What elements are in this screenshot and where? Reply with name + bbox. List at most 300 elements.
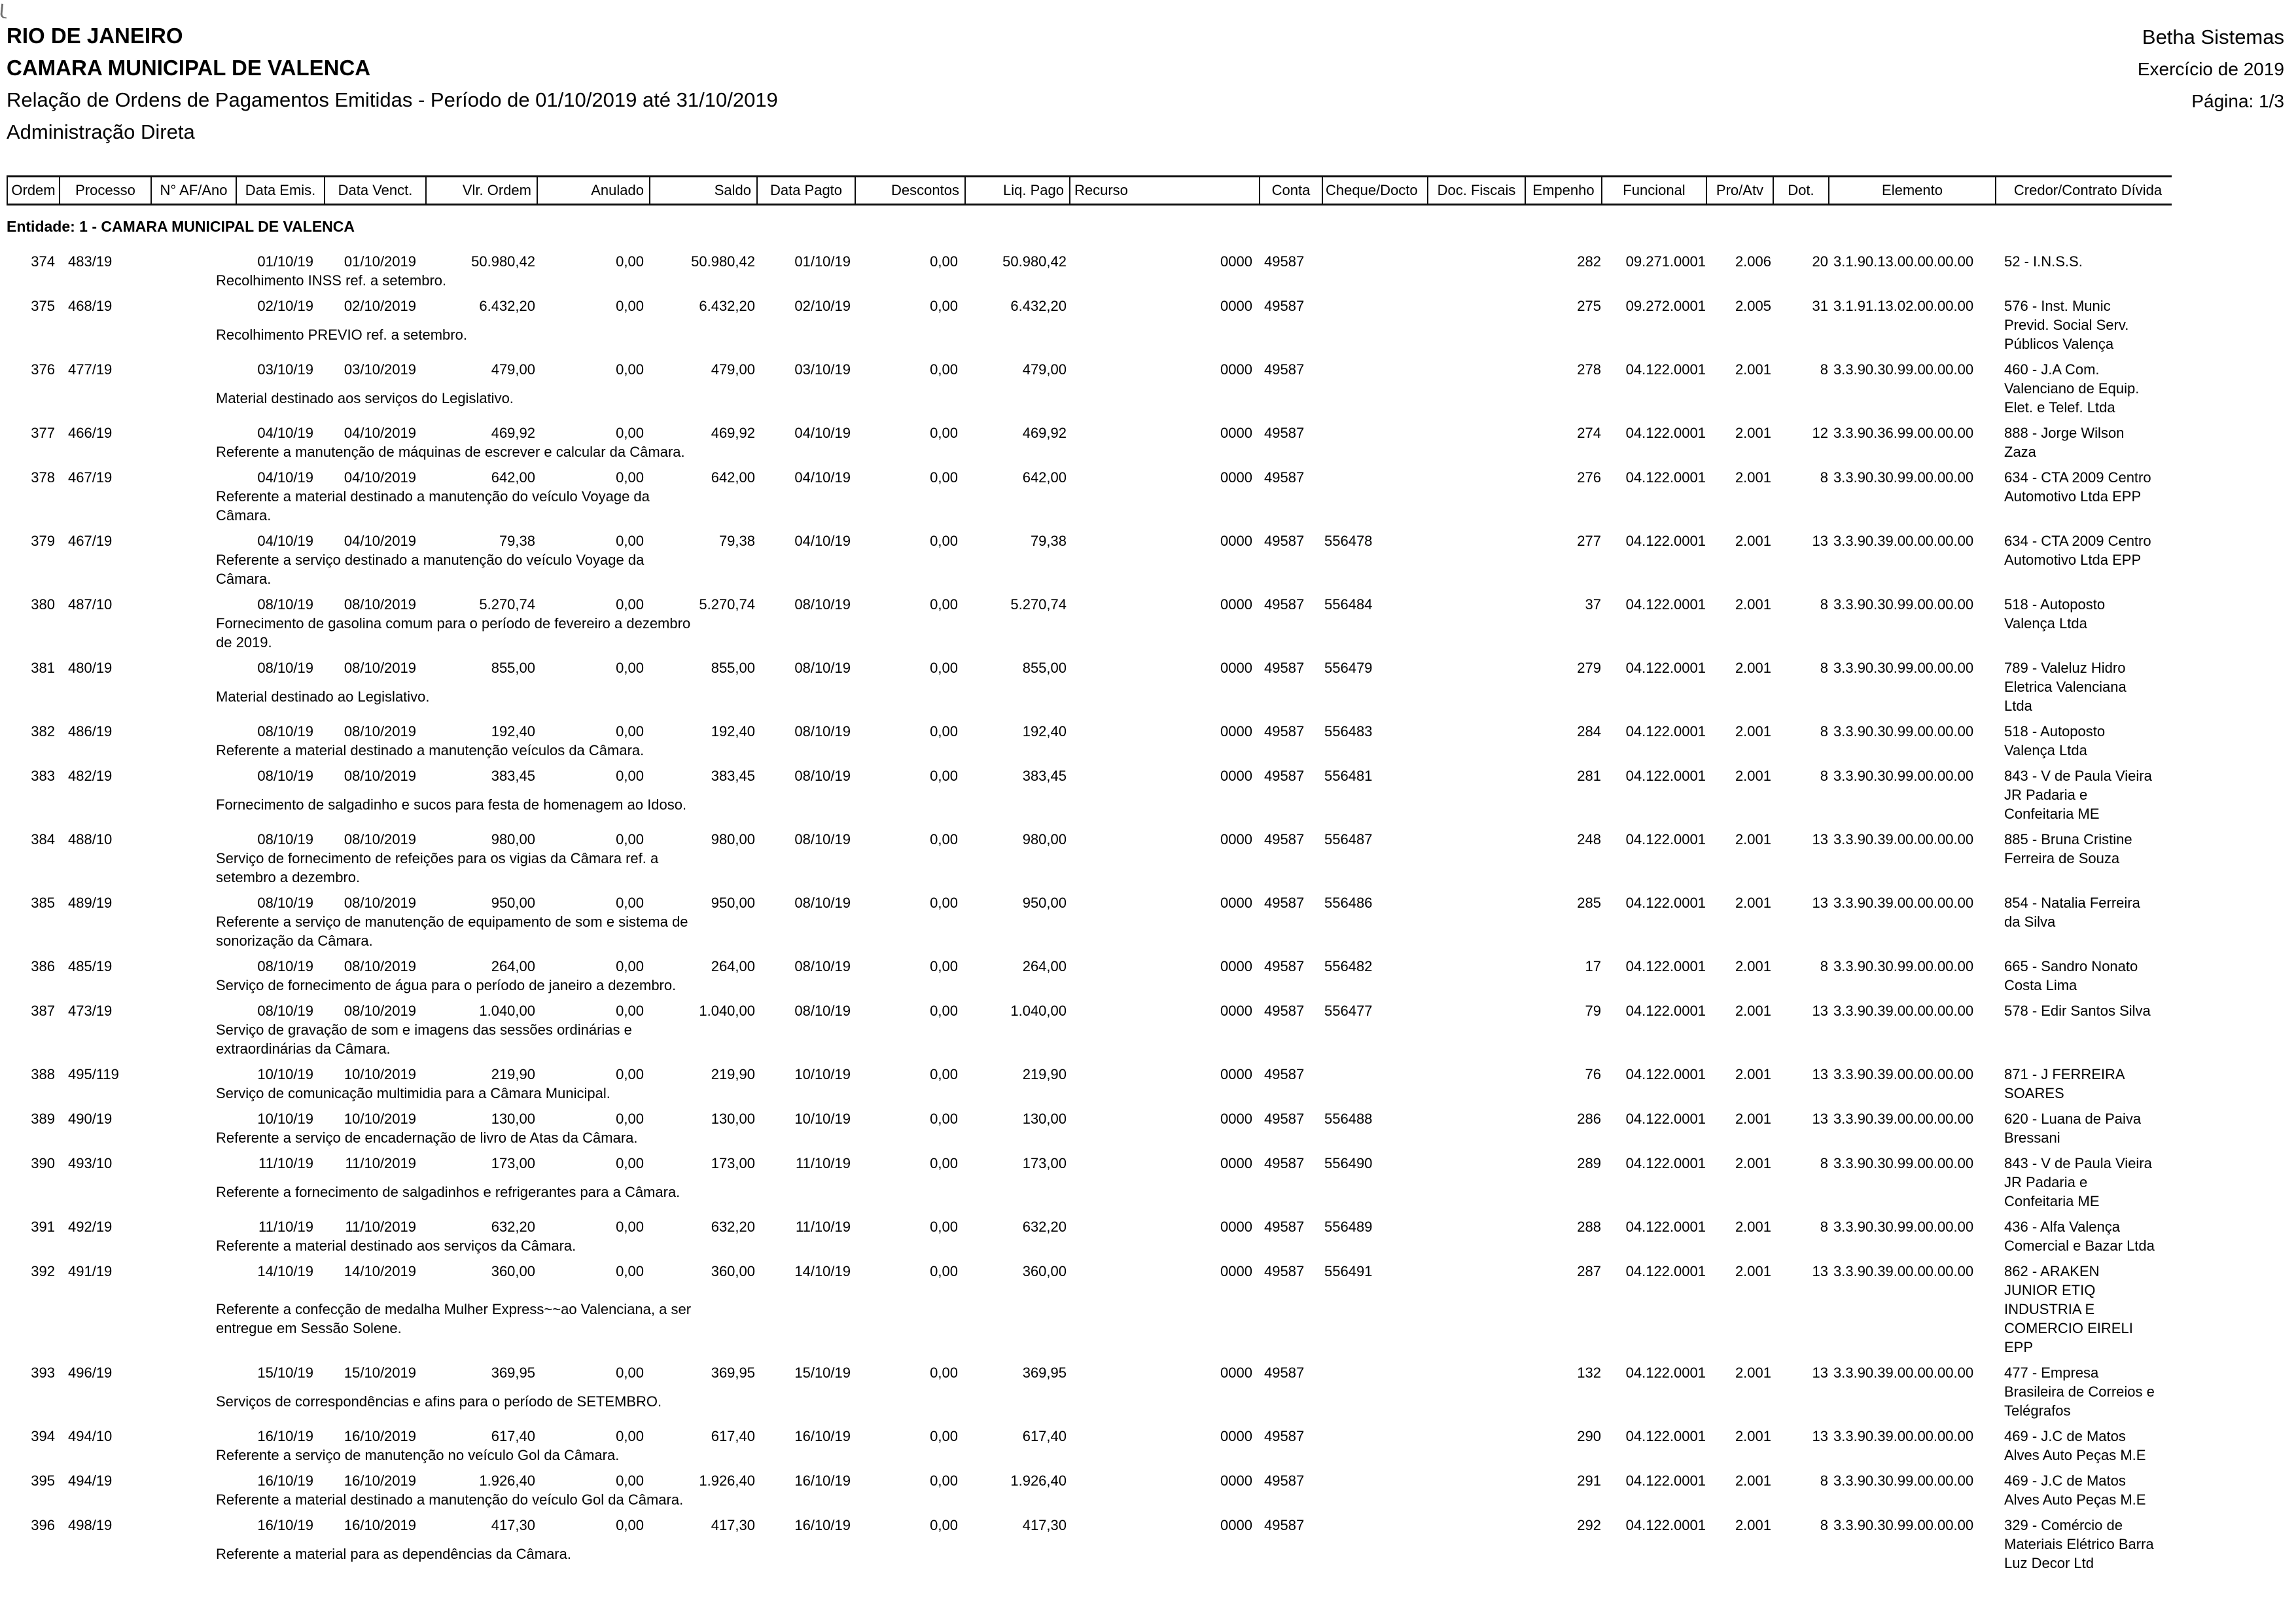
cell-recurso: 0000 — [1220, 1364, 1252, 1381]
cell-descontos: 0,00 — [930, 723, 958, 740]
cell-anulado: 0,00 — [616, 1472, 644, 1489]
cell-elemento: 3.3.90.30.99.00.00.00 — [1833, 1155, 1974, 1171]
cell-vlr_ordem: 383,45 — [491, 768, 535, 784]
cell-empenho: 248 — [1577, 831, 1601, 847]
cell-anulado: 0,00 — [616, 768, 644, 784]
cell-cheque: 556483 — [1324, 723, 1373, 740]
row-description: Serviço de fornecimento de água para o período de janeiro a dezembro. — [216, 977, 677, 993]
cell-data_emis: 08/10/19 — [257, 1003, 313, 1019]
cell-af_ano — [150, 531, 236, 550]
cell-data_venct: 04/10/2019 — [344, 425, 416, 441]
cell-anulado: 0,00 — [616, 596, 644, 613]
cell-elemento: 3.3.90.39.00.00.00.00 — [1833, 533, 1974, 549]
cell-anulado: 0,00 — [616, 469, 644, 486]
cell-credor: 854 - Natalia Ferreira da Silva — [2004, 895, 2140, 930]
cell-data_emis: 08/10/19 — [257, 831, 313, 847]
cell-pro_atv: 2.001 — [1735, 1219, 1771, 1235]
cell-vlr_ordem: 192,40 — [491, 723, 535, 740]
report-header-right — [2138, 21, 2284, 117]
cell-funcional: 04.122.0001 — [1625, 831, 1706, 847]
cell-af_ano — [150, 1262, 236, 1300]
table-body — [7, 252, 2284, 1573]
cell-descontos: 0,00 — [930, 1428, 958, 1444]
cell-vlr_ordem: 369,95 — [491, 1364, 535, 1381]
cell-vlr_ordem: 79,38 — [499, 533, 535, 549]
cell-empenho: 274 — [1577, 425, 1601, 441]
cell-data_pagto: 08/10/19 — [794, 831, 851, 847]
cell-processo: 488/10 — [68, 831, 113, 847]
cell-recurso: 0000 — [1220, 831, 1252, 847]
cell-empenho: 281 — [1577, 768, 1601, 784]
cell-recurso: 0000 — [1220, 1428, 1252, 1444]
cell-funcional: 09.271.0001 — [1625, 253, 1706, 270]
cell-data_emis: 03/10/19 — [257, 361, 313, 378]
cell-elemento: 3.3.90.39.00.00.00.00 — [1833, 1263, 1974, 1279]
cell-data_venct: 08/10/2019 — [344, 831, 416, 847]
cell-descontos: 0,00 — [930, 533, 958, 549]
cell-pro_atv: 2.005 — [1735, 298, 1771, 314]
cell-empenho: 277 — [1577, 533, 1601, 549]
cell-recurso: 0000 — [1220, 1472, 1252, 1489]
cell-vlr_ordem: 50.980,42 — [471, 253, 535, 270]
cell-doc_fiscais — [1427, 722, 1525, 741]
cell-funcional: 04.122.0001 — [1625, 1155, 1706, 1171]
cell-conta: 49587 — [1264, 469, 1305, 486]
cell-recurso: 0000 — [1220, 958, 1252, 974]
table-row — [7, 595, 2284, 652]
cell-conta: 49587 — [1264, 1472, 1305, 1489]
cell-data_emis: 14/10/19 — [257, 1263, 313, 1279]
cell-empenho: 286 — [1577, 1111, 1601, 1127]
table-row — [7, 830, 2284, 887]
cell-pro_atv: 2.001 — [1735, 660, 1771, 676]
exercise-label: Exercício de 2019 — [2137, 59, 2284, 79]
cell-anulado: 0,00 — [616, 1263, 644, 1279]
cell-descontos: 0,00 — [930, 1517, 958, 1533]
cell-funcional: 09.272.0001 — [1625, 298, 1706, 314]
cell-conta: 49587 — [1264, 895, 1305, 911]
cell-vlr_ordem: 5.270,74 — [479, 596, 535, 613]
column-header-funcional: Funcional — [1602, 177, 1707, 204]
cell-pro_atv: 2.001 — [1735, 1517, 1771, 1533]
cell-funcional: 04.122.0001 — [1625, 596, 1706, 613]
cell-liq_pago: 219,90 — [1022, 1066, 1067, 1082]
column-header-anulado: Anulado — [538, 177, 650, 204]
cell-ordem: 379 — [31, 533, 55, 549]
cell-processo: 468/19 — [68, 298, 113, 314]
cell-data_pagto: 03/10/19 — [794, 361, 851, 378]
cell-ordem: 385 — [31, 895, 55, 911]
cell-saldo: 642,00 — [711, 469, 755, 486]
cell-data_emis: 02/10/19 — [257, 298, 313, 314]
cell-liq_pago: 479,00 — [1022, 361, 1067, 378]
column-header-af_ano: N° AF/Ano — [152, 177, 237, 204]
cell-credor: 518 - Autoposto Valença Ltda — [2004, 596, 2106, 632]
cell-af_ano — [150, 1109, 236, 1128]
cell-liq_pago: 855,00 — [1022, 660, 1067, 676]
administration-type: Administração Direta — [7, 120, 195, 143]
cell-af_ano — [150, 296, 236, 325]
cell-saldo: 417,30 — [711, 1517, 755, 1533]
cell-ordem: 395 — [31, 1472, 55, 1489]
cell-pro_atv: 2.001 — [1735, 1003, 1771, 1019]
cell-data_venct: 04/10/2019 — [344, 533, 416, 549]
cell-conta: 49587 — [1264, 1517, 1305, 1533]
cell-saldo: 369,95 — [711, 1364, 755, 1381]
cell-data_venct: 11/10/2019 — [345, 1219, 416, 1235]
cell-ordem: 384 — [31, 831, 55, 847]
cell-liq_pago: 1.926,40 — [1010, 1472, 1067, 1489]
cell-doc_fiscais — [1427, 1065, 1525, 1084]
cell-recurso: 0000 — [1220, 298, 1252, 314]
cell-data_venct: 01/10/2019 — [344, 253, 416, 270]
cell-conta: 49587 — [1264, 1364, 1305, 1381]
cell-ordem: 391 — [31, 1219, 55, 1235]
cell-processo: 495/119 — [68, 1066, 119, 1082]
table-row — [7, 1262, 2284, 1357]
cell-funcional: 04.122.0001 — [1625, 660, 1706, 676]
cell-credor: 789 - Valeluz Hidro Eletrica Valenciana Ltda — [2004, 660, 2127, 714]
cell-cheque — [1322, 252, 1427, 271]
cell-saldo: 360,00 — [711, 1263, 755, 1279]
cell-credor: 634 - CTA 2009 Centro Automotivo Ltda EPP — [2004, 469, 2151, 505]
row-description: Fornecimento de gasolina comum para o período de fevereiro a dezembro de 2019. — [216, 615, 691, 651]
cell-doc_fiscais — [1427, 1109, 1525, 1128]
cell-saldo: 383,45 — [711, 768, 755, 784]
cell-empenho: 292 — [1577, 1517, 1601, 1533]
scan-artifact-mark — [0, 4, 8, 19]
cell-descontos: 0,00 — [930, 660, 958, 676]
cell-data_venct: 04/10/2019 — [344, 469, 416, 486]
cell-empenho: 276 — [1577, 469, 1601, 486]
cell-data_emis: 08/10/19 — [257, 660, 313, 676]
cell-processo: 486/19 — [68, 723, 113, 740]
cell-vlr_ordem: 1.926,40 — [479, 1472, 535, 1489]
cell-dot: 8 — [1820, 958, 1828, 974]
cell-cheque — [1322, 1427, 1427, 1446]
cell-af_ano — [150, 1427, 236, 1446]
cell-liq_pago: 264,00 — [1022, 958, 1067, 974]
cell-empenho: 287 — [1577, 1263, 1601, 1279]
cell-anulado: 0,00 — [616, 1111, 644, 1127]
cell-saldo: 5.270,74 — [699, 596, 755, 613]
cell-liq_pago: 360,00 — [1022, 1263, 1067, 1279]
cell-cheque — [1322, 1363, 1427, 1392]
cell-elemento: 3.3.90.30.99.00.00.00 — [1833, 469, 1974, 486]
cell-data_venct: 16/10/2019 — [344, 1428, 416, 1444]
cell-pro_atv: 2.001 — [1735, 895, 1771, 911]
table-row — [7, 658, 2284, 715]
cell-dot: 8 — [1820, 361, 1828, 378]
row-description: Serviço de comunicação multimidia para a Câmara Municipal. — [216, 1085, 610, 1101]
cell-cheque: 556479 — [1324, 660, 1373, 676]
cell-credor: 52 - I.N.S.S. — [2004, 253, 2083, 270]
cell-liq_pago: 417,30 — [1022, 1517, 1067, 1533]
cell-descontos: 0,00 — [930, 1111, 958, 1127]
cell-anulado: 0,00 — [616, 1155, 644, 1171]
row-description: Referente a material para as dependências da Câmara. — [216, 1545, 571, 1562]
cell-processo: 483/19 — [68, 253, 113, 270]
cell-anulado: 0,00 — [616, 425, 644, 441]
cell-vlr_ordem: 219,90 — [491, 1066, 535, 1082]
cell-af_ano — [150, 1154, 236, 1183]
cell-saldo: 219,90 — [711, 1066, 755, 1082]
cell-af_ano — [150, 957, 236, 976]
column-header-descontos: Descontos — [856, 177, 966, 204]
cell-dot: 13 — [1812, 1111, 1828, 1127]
cell-recurso: 0000 — [1220, 469, 1252, 486]
cell-conta: 49587 — [1264, 253, 1305, 270]
cell-data_venct: 10/10/2019 — [344, 1111, 416, 1127]
cell-af_ano — [150, 423, 236, 442]
page-number: Página: 1/3 — [2191, 91, 2284, 111]
table-row — [7, 1516, 2284, 1573]
cell-data_venct: 02/10/2019 — [344, 298, 416, 314]
cell-data_pagto: 04/10/19 — [794, 469, 851, 486]
cell-anulado: 0,00 — [616, 895, 644, 911]
row-description: Referente a material destinado a manutenção do veículo Gol da Câmara. — [216, 1491, 684, 1508]
cell-descontos: 0,00 — [930, 1155, 958, 1171]
cell-funcional: 04.122.0001 — [1625, 1066, 1706, 1082]
cell-pro_atv: 2.001 — [1735, 425, 1771, 441]
row-description: Recolhimento INSS ref. a setembro. — [216, 272, 447, 289]
row-description: Referente a material destinado aos serviços da Câmara. — [216, 1238, 576, 1254]
cell-empenho: 289 — [1577, 1155, 1601, 1171]
cell-liq_pago: 130,00 — [1022, 1111, 1067, 1127]
table-row — [7, 722, 2284, 760]
cell-processo: 473/19 — [68, 1003, 113, 1019]
cell-credor: 469 - J.C de Matos Alves Auto Peças M.E — [2004, 1428, 2146, 1463]
cell-data_pagto: 14/10/19 — [794, 1263, 851, 1279]
cell-dot: 13 — [1812, 1066, 1828, 1082]
cell-conta: 49587 — [1264, 425, 1305, 441]
cell-liq_pago: 1.040,00 — [1010, 1003, 1067, 1019]
cell-empenho: 37 — [1585, 596, 1601, 613]
cell-liq_pago: 173,00 — [1022, 1155, 1067, 1171]
cell-elemento: 3.3.90.39.00.00.00.00 — [1833, 831, 1974, 847]
cell-elemento: 3.3.90.30.99.00.00.00 — [1833, 1472, 1974, 1489]
cell-data_emis: 08/10/19 — [257, 596, 313, 613]
cell-anulado: 0,00 — [616, 298, 644, 314]
cell-data_venct: 16/10/2019 — [344, 1517, 416, 1533]
cell-funcional: 04.122.0001 — [1625, 361, 1706, 378]
cell-af_ano — [150, 1001, 236, 1020]
cell-liq_pago: 950,00 — [1022, 895, 1067, 911]
column-header-pro_atv: Pro/Atv — [1707, 177, 1774, 204]
cell-vlr_ordem: 173,00 — [491, 1155, 535, 1171]
cell-pro_atv: 2.001 — [1735, 1066, 1771, 1082]
cell-data_venct: 08/10/2019 — [344, 768, 416, 784]
cell-cheque — [1322, 468, 1427, 487]
cell-data_pagto: 08/10/19 — [794, 596, 851, 613]
cell-conta: 49587 — [1264, 298, 1305, 314]
cell-conta: 49587 — [1264, 1155, 1305, 1171]
table-row — [7, 531, 2284, 588]
cell-funcional: 04.122.0001 — [1625, 469, 1706, 486]
cell-funcional: 04.122.0001 — [1625, 895, 1706, 911]
cell-dot: 8 — [1820, 660, 1828, 676]
cell-data_venct: 08/10/2019 — [344, 660, 416, 676]
cell-pro_atv: 2.001 — [1735, 469, 1771, 486]
cell-conta: 49587 — [1264, 1428, 1305, 1444]
cell-saldo: 1.926,40 — [699, 1472, 755, 1489]
cell-anulado: 0,00 — [616, 533, 644, 549]
cell-liq_pago: 383,45 — [1022, 768, 1067, 784]
row-description: Referente a serviço destinado a manutenção do veículo Voyage da Câmara. — [216, 552, 645, 587]
cell-doc_fiscais — [1427, 296, 1525, 325]
cell-funcional: 04.122.0001 — [1625, 958, 1706, 974]
cell-doc_fiscais — [1427, 1154, 1525, 1183]
cell-vlr_ordem: 617,40 — [491, 1428, 535, 1444]
cell-pro_atv: 2.006 — [1735, 253, 1771, 270]
cell-credor: 477 - Empresa Brasileira de Correios e Telégrafos — [2004, 1364, 2155, 1419]
cell-elemento: 3.3.90.30.99.00.00.00 — [1833, 1219, 1974, 1235]
cell-data_emis: 08/10/19 — [257, 958, 313, 974]
cell-data_emis: 04/10/19 — [257, 425, 313, 441]
cell-pro_atv: 2.001 — [1735, 533, 1771, 549]
cell-vlr_ordem: 1.040,00 — [479, 1003, 535, 1019]
cell-cheque: 556486 — [1324, 895, 1373, 911]
cell-data_emis: 15/10/19 — [257, 1364, 313, 1381]
cell-data_emis: 04/10/19 — [257, 469, 313, 486]
cell-funcional: 04.122.0001 — [1625, 1219, 1706, 1235]
cell-credor: 578 - Edir Santos Silva — [2004, 1003, 2151, 1019]
cell-recurso: 0000 — [1220, 1111, 1252, 1127]
cell-recurso: 0000 — [1220, 768, 1252, 784]
cell-credor: 843 - V de Paula Vieira JR Padaria e Confeitaria ME — [2004, 1155, 2152, 1209]
cell-data_pagto: 11/10/19 — [795, 1219, 851, 1235]
cell-elemento: 3.3.90.30.99.00.00.00 — [1833, 660, 1974, 676]
cell-elemento: 3.3.90.39.00.00.00.00 — [1833, 1428, 1974, 1444]
column-header-elemento: Elemento — [1829, 177, 1996, 204]
cell-data_emis: 08/10/19 — [257, 895, 313, 911]
cell-af_ano — [150, 1363, 236, 1392]
row-description: Referente a fornecimento de salgadinhos e refrigerantes para a Câmara. — [216, 1183, 680, 1200]
cell-descontos: 0,00 — [930, 298, 958, 314]
cell-pro_atv: 2.001 — [1735, 1155, 1771, 1171]
cell-recurso: 0000 — [1220, 425, 1252, 441]
cell-data_emis: 16/10/19 — [257, 1517, 313, 1533]
cell-saldo: 855,00 — [711, 660, 755, 676]
cell-doc_fiscais — [1427, 423, 1525, 442]
cell-conta: 49587 — [1264, 361, 1305, 378]
cell-conta: 49587 — [1264, 660, 1305, 676]
cell-funcional: 04.122.0001 — [1625, 1364, 1706, 1381]
cell-credor: 634 - CTA 2009 Centro Automotivo Ltda EPP — [2004, 533, 2151, 568]
cell-recurso: 0000 — [1220, 723, 1252, 740]
cell-funcional: 04.122.0001 — [1625, 1111, 1706, 1127]
cell-ordem: 383 — [31, 768, 55, 784]
cell-doc_fiscais — [1427, 1217, 1525, 1236]
cell-empenho: 76 — [1585, 1066, 1601, 1082]
cell-elemento: 3.1.91.13.02.00.00.00 — [1833, 298, 1974, 314]
cell-descontos: 0,00 — [930, 1219, 958, 1235]
cell-empenho: 79 — [1585, 1003, 1601, 1019]
cell-cheque: 556484 — [1324, 596, 1373, 613]
column-header-data_pagto: Data Pagto — [758, 177, 856, 204]
cell-data_pagto: 15/10/19 — [794, 1364, 851, 1381]
cell-doc_fiscais — [1427, 252, 1525, 271]
cell-data_venct: 03/10/2019 — [344, 361, 416, 378]
cell-pro_atv: 2.001 — [1735, 596, 1771, 613]
cell-af_ano — [150, 1065, 236, 1084]
column-header-data_emis: Data Emis. — [237, 177, 325, 204]
row-description: Referente a serviço de encadernação de livro de Atas da Câmara. — [216, 1130, 638, 1146]
cell-recurso: 0000 — [1220, 1219, 1252, 1235]
entity-group-row: Entidade: 1 - CAMARA MUNICIPAL DE VALENCA — [7, 218, 355, 235]
cell-af_ano — [150, 893, 236, 912]
cell-data_emis: 16/10/19 — [257, 1428, 313, 1444]
cell-recurso: 0000 — [1220, 895, 1252, 911]
row-description: Serviços de correspondências e afins para o período de SETEMBRO. — [216, 1393, 662, 1410]
cell-descontos: 0,00 — [930, 1066, 958, 1082]
entity-name: CAMARA MUNICIPAL DE VALENCA — [7, 56, 371, 80]
cell-data_pagto: 02/10/19 — [794, 298, 851, 314]
cell-vlr_ordem: 479,00 — [491, 361, 535, 378]
cell-descontos: 0,00 — [930, 831, 958, 847]
cell-saldo: 980,00 — [711, 831, 755, 847]
cell-cheque: 556478 — [1324, 533, 1373, 549]
cell-dot: 12 — [1812, 425, 1828, 441]
cell-anulado: 0,00 — [616, 1219, 644, 1235]
cell-recurso: 0000 — [1220, 1263, 1252, 1279]
cell-dot: 8 — [1820, 1517, 1828, 1533]
cell-elemento: 3.3.90.39.00.00.00.00 — [1833, 1111, 1974, 1127]
row-description: Material destinado ao Legislativo. — [216, 688, 430, 705]
cell-ordem: 378 — [31, 469, 55, 486]
cell-pro_atv: 2.001 — [1735, 1428, 1771, 1444]
table-row — [7, 423, 2284, 461]
cell-empenho: 279 — [1577, 660, 1601, 676]
cell-af_ano — [150, 252, 236, 271]
cell-af_ano — [150, 1471, 236, 1490]
cell-cheque: 556482 — [1324, 958, 1373, 974]
cell-credor: 436 - Alfa Valença Comercial e Bazar Ltda — [2004, 1219, 2155, 1254]
cell-data_venct: 11/10/2019 — [345, 1155, 416, 1171]
cell-recurso: 0000 — [1220, 660, 1252, 676]
cell-funcional: 04.122.0001 — [1625, 723, 1706, 740]
cell-doc_fiscais — [1427, 1363, 1525, 1392]
cell-data_emis: 08/10/19 — [257, 723, 313, 740]
cell-recurso: 0000 — [1220, 1155, 1252, 1171]
cell-elemento: 3.3.90.30.99.00.00.00 — [1833, 723, 1974, 740]
table-row — [7, 957, 2284, 995]
row-description: Referente a manutenção de máquinas de escrever e calcular da Câmara. — [216, 444, 685, 460]
cell-saldo: 1.040,00 — [699, 1003, 755, 1019]
cell-data_pagto: 08/10/19 — [794, 723, 851, 740]
column-header-empenho: Empenho — [1526, 177, 1602, 204]
table-header-row — [7, 175, 2172, 205]
column-header-data_venct: Data Venct. — [325, 177, 427, 204]
cell-doc_fiscais — [1427, 531, 1525, 550]
row-description: Referente a material destinado a manutenção veículos da Câmara. — [216, 742, 645, 758]
cell-credor: 460 - J.A Com. Valenciano de Equip. Elet. e Telef. Ltda — [2004, 361, 2140, 416]
cell-data_venct: 16/10/2019 — [344, 1472, 416, 1489]
cell-pro_atv: 2.001 — [1735, 768, 1771, 784]
cell-dot: 13 — [1812, 1263, 1828, 1279]
cell-descontos: 0,00 — [930, 361, 958, 378]
cell-cheque: 556488 — [1324, 1111, 1373, 1127]
cell-vlr_ordem: 469,92 — [491, 425, 535, 441]
column-header-recurso: Recurso — [1070, 177, 1260, 204]
cell-credor: 885 - Bruna Cristine Ferreira de Souza — [2004, 831, 2132, 866]
cell-data_pagto: 10/10/19 — [794, 1111, 851, 1127]
cell-conta: 49587 — [1264, 723, 1305, 740]
cell-ordem: 392 — [31, 1263, 55, 1279]
cell-processo: 492/19 — [68, 1219, 113, 1235]
cell-dot: 13 — [1812, 533, 1828, 549]
cell-doc_fiscais — [1427, 360, 1525, 389]
